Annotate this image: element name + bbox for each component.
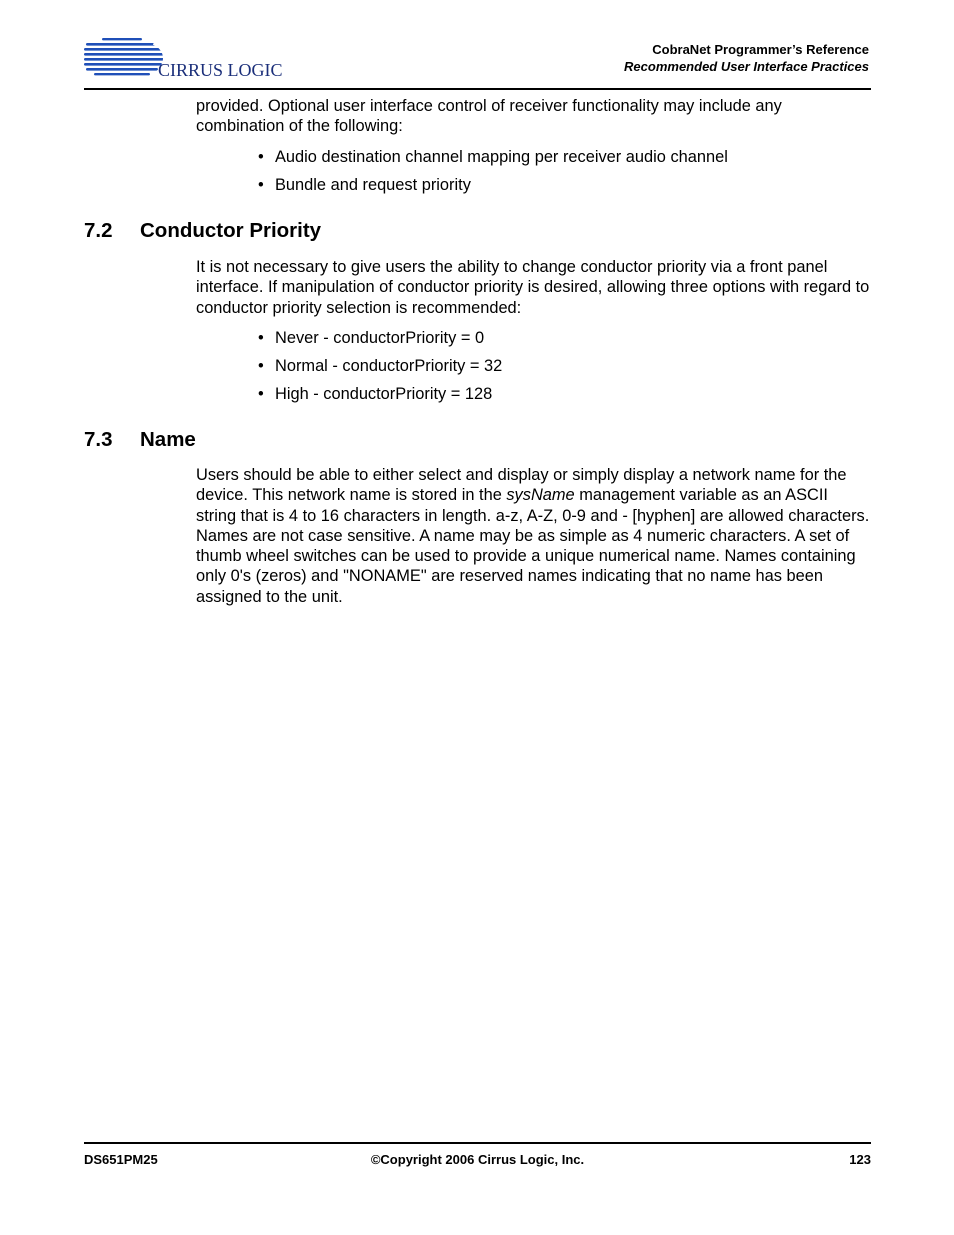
page-footer [84,1152,871,1170]
list-item: • Never - conductorPriority = 0 [258,328,871,348]
copyright-notice: ©Copyright 2006 Cirrus Logic, Inc. [370,1152,585,1167]
document-number: DS651PM25 [84,1152,158,1167]
section-heading-7-3 [84,428,196,452]
list-item: • Audio destination channel mapping per receiver audio channel [258,147,871,167]
intro-bullet-list [196,147,871,195]
intro-paragraph: provided. Optional user interface control of receiver functionality may include any combination of the following: [196,97,782,136]
section-title: Conductor Priority [140,219,322,242]
document-header [624,41,869,75]
section-heading-7-2 [84,219,321,243]
section-7-2-body [196,257,871,404]
section-title: Name [140,428,196,451]
list-item: • High - conductorPriority = 128 [258,384,871,404]
logo-text: CIRRUS LOGIC [158,60,283,80]
page-number: 123 [849,1152,871,1167]
chapter-title: Recommended User Interface Practices [624,59,869,74]
list-item: • Bundle and request priority [258,175,871,195]
section-number: 7.3 [84,428,113,451]
text-run: management variable as an ASCII string that is 4 to 16 characters in length. a-z, A-Z, 0-9 and - [hyphen] are allowed characters. Names are not case sensitive. A name may be as simple as 4 numeric characters. A set of thumb wheel switches can be used to provide a unique numerical name. Names containing only 0's (zeros) and "NONAME" are reserved names indicating that no name has been assigned to the unit. [196,486,870,606]
footer-divider [84,1142,871,1144]
section-7-3-body [196,465,871,607]
section-number: 7.2 [84,219,113,242]
header-divider [84,88,871,90]
conductor-priority-list [196,328,871,404]
list-item: • Normal - conductorPriority = 32 [258,356,871,376]
intro-block [196,96,871,195]
sysname-term: sysName [506,486,575,505]
conductor-priority-paragraph: It is not necessary to give users the ability to change conductor priority via a front panel interface. If manipulation of conductor priority is desired, allowing three options with regard to conductor priority selection is recommended: [196,258,870,317]
name-paragraph [196,465,871,607]
cirrus-logic-logo [84,34,299,80]
text-run: Users should be able to either select and display or simply display a network name for the device. This network name is stored in the [196,466,847,505]
document-title: CobraNet Programmer’s Reference [652,42,869,57]
